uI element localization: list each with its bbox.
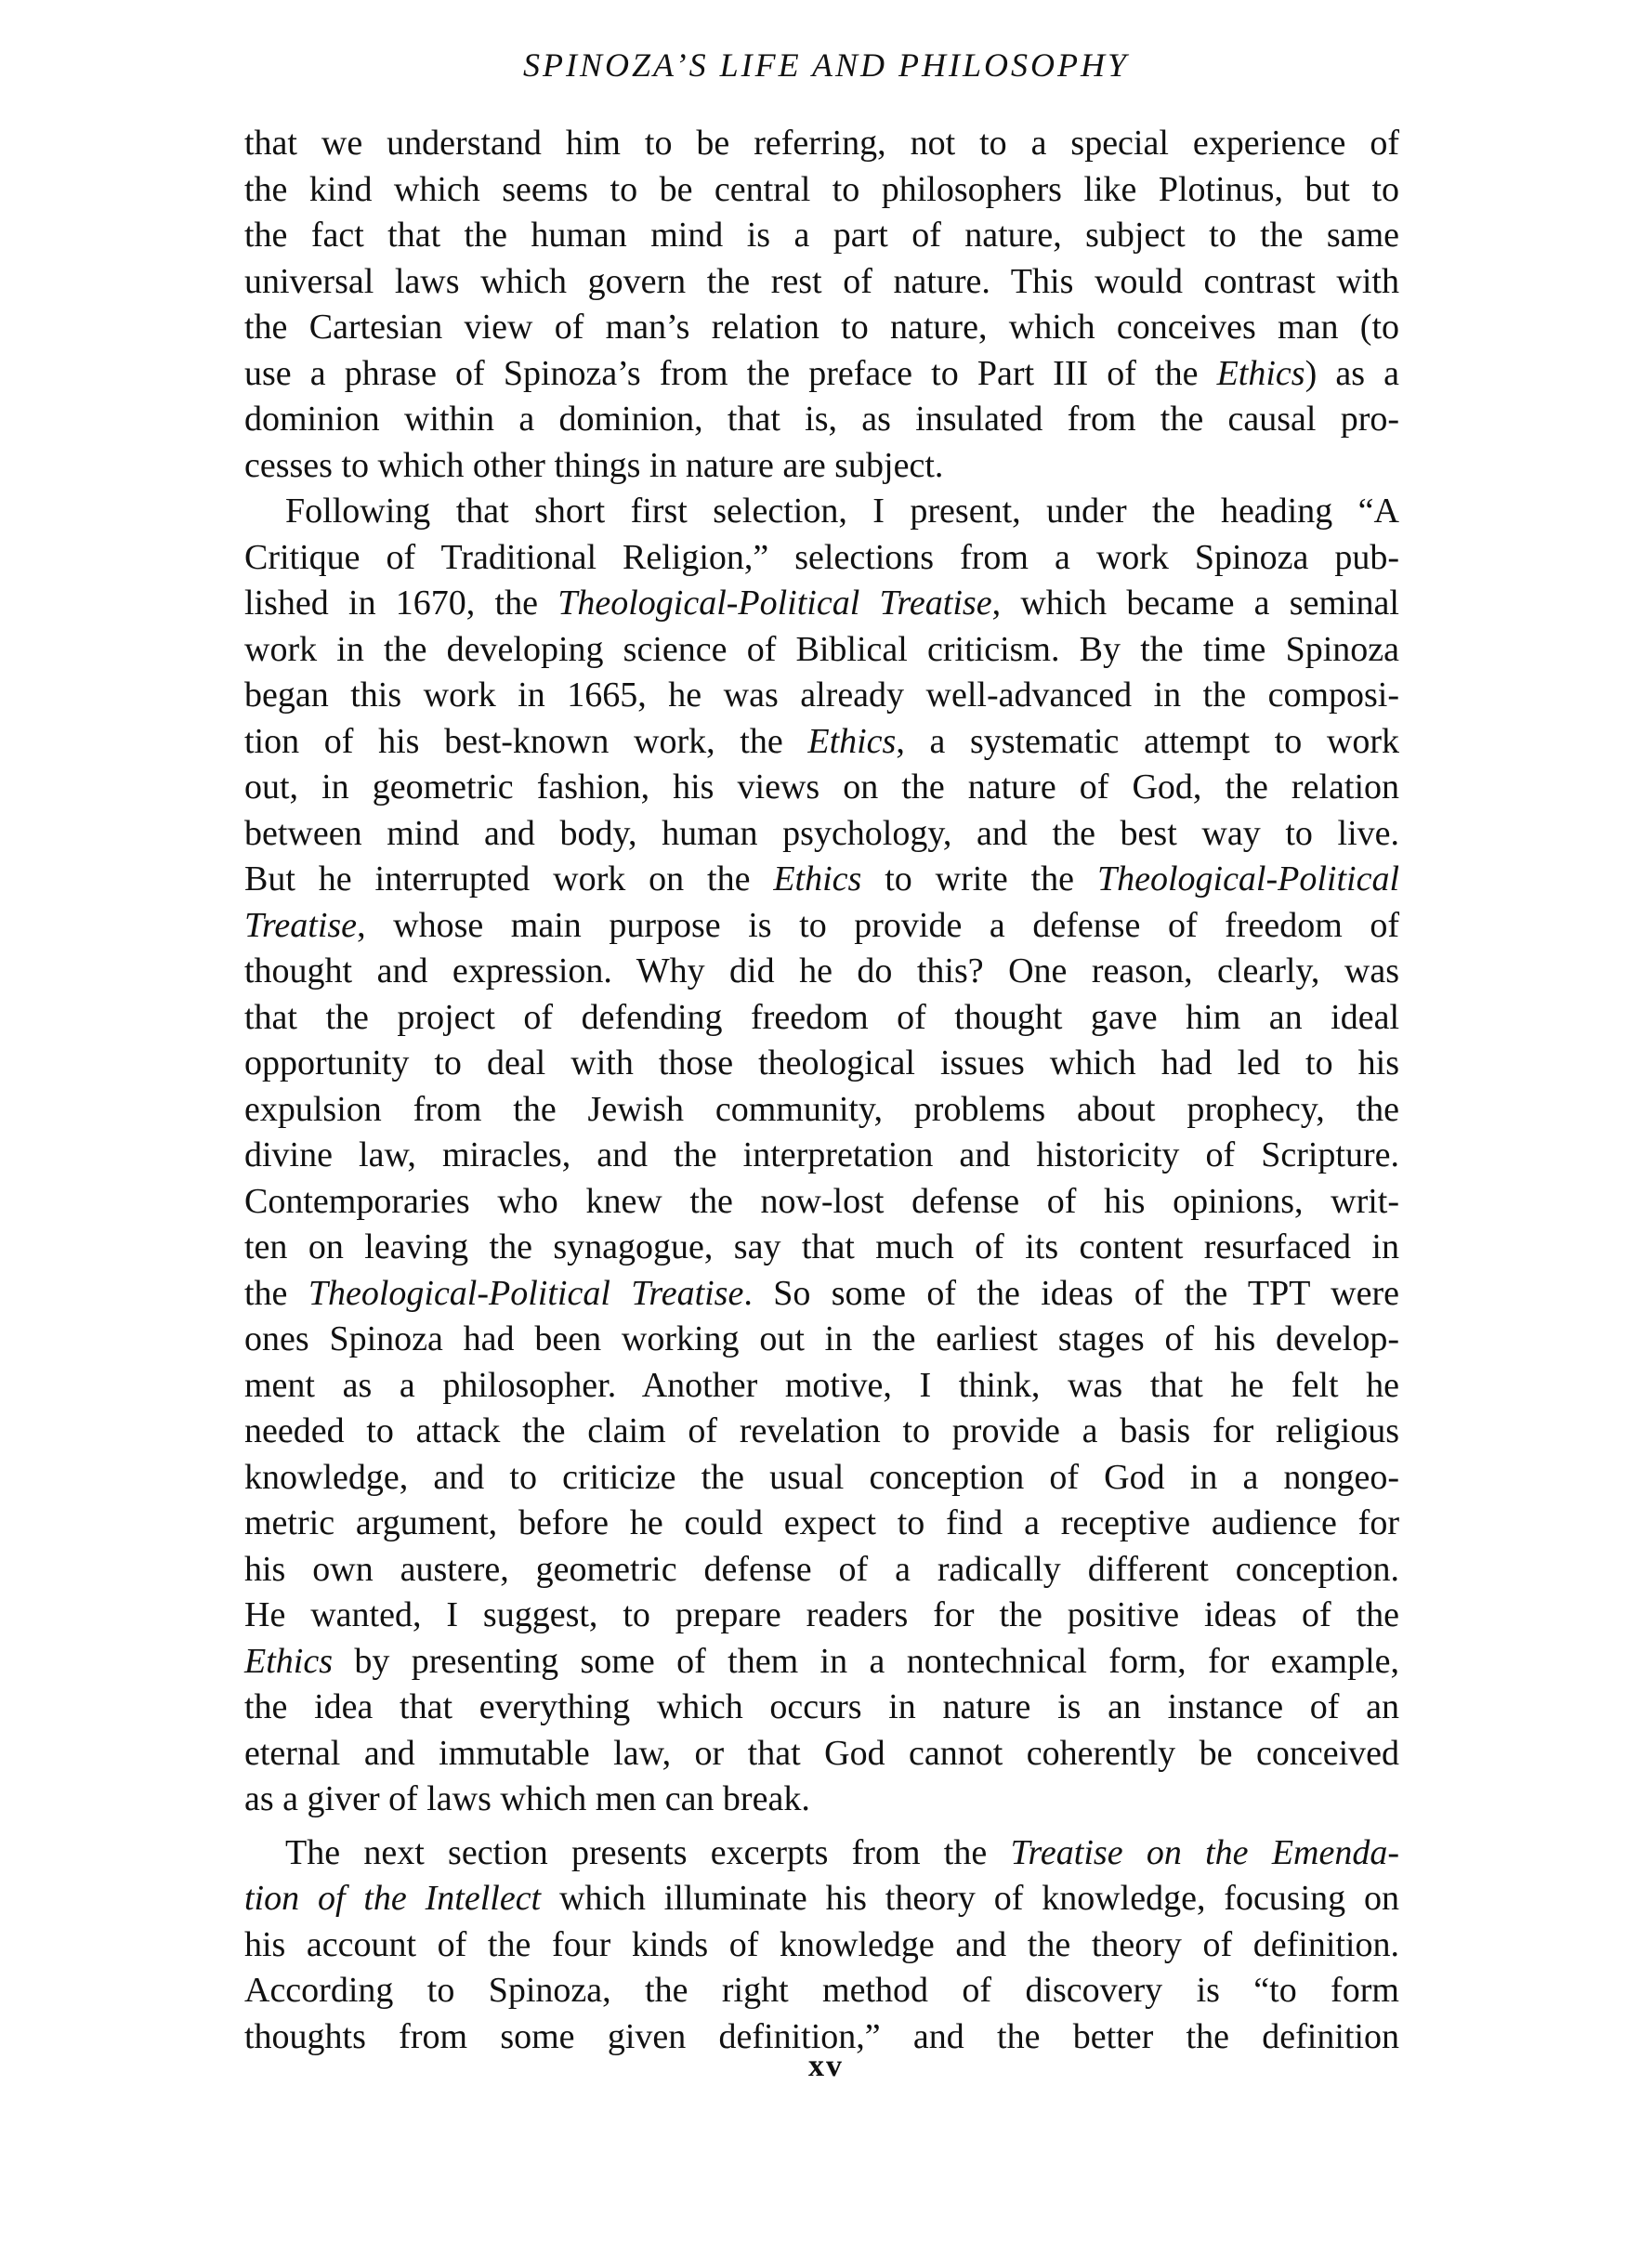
text-line: ones Spinoza had been working out in the earliest stages of his develop- (244, 1319, 1399, 1358)
text-line: metric argument, before he could expect to find a receptive audience for (244, 1503, 1399, 1542)
text-line: But he interrupted work on the Ethics to write the Theological-Political (244, 859, 1400, 899)
text-line: thoughts from some given definition,” and the better the definition (244, 2016, 1399, 2056)
text-line: The next section presents excerpts from the Treatise on the Emenda- (285, 1832, 1400, 1872)
text-line: the Theological-Political Treatise. So some of the ideas of the TPT were (244, 1273, 1399, 1313)
text-line: According to Spinoza, the right method of discovery is “to form (244, 1971, 1399, 2010)
text-line: opportunity to deal with those theological issues which had led to his (244, 1043, 1399, 1082)
text-line: out, in geometric fashion, his views on the nature of God, the relation (244, 767, 1399, 807)
text-line: Treatise, whose main purpose is to provide a defense of freedom of (244, 905, 1399, 945)
body-text (244, 121, 1399, 2060)
text-line: that we understand him to be referring, not to a special experience of (244, 124, 1399, 163)
text-line: dominion within a dominion, that is, as insulated from the causal pro- (244, 400, 1399, 439)
text-line: his account of the four kinds of knowledge and the theory of definition. (244, 1924, 1399, 1964)
text-line: use a phrase of Spinoza’s from the preface to Part III of the Ethics) as a (244, 353, 1399, 393)
text-line: divine law, miracles, and the interpretation and historicity of Scripture. (244, 1135, 1399, 1174)
text-line: work in the developing science of Biblical criticism. By the time Spinoza (244, 629, 1399, 669)
text-line: tion of the Intellect which illuminate his theory of knowledge, focusing on (244, 1879, 1399, 1918)
text-line: eternal and immutable law, or that God cannot coherently be conceived (244, 1733, 1399, 1773)
text-line: He wanted, I suggest, to prepare readers for the positive ideas of the (244, 1595, 1399, 1634)
text-line: cesses to which other things in nature are subject. (244, 445, 944, 485)
text-line: began this work in 1665, he was already well-advanced in the composi- (244, 676, 1399, 715)
text-line: lished in 1670, the Theological-Political Treatise, which became a seminal (244, 584, 1399, 623)
text-line: Contemporaries who knew the now-lost defense of his opinions, writ- (244, 1181, 1399, 1221)
text-line: universal laws which govern the rest of nature. This would contrast with (244, 261, 1399, 301)
text-line: that the project of defending freedom of thought gave him an ideal (244, 997, 1399, 1037)
text-line: as a giver of laws which men can break. (244, 1779, 810, 1818)
text-line: ten on leaving the synagogue, say that much of its content resurfaced in (244, 1227, 1399, 1266)
text-line: the Cartesian view of man’s relation to nature, which conceives man (to (244, 308, 1399, 347)
text-line: expulsion from the Jewish community, problems about prophecy, the (244, 1089, 1399, 1129)
running-head: SPINOZA’S LIFE AND PHILOSOPHY (523, 46, 1129, 84)
text-line: Following that short first selection, I present, under the heading “A (285, 492, 1399, 531)
text-line: ment as a philosopher. Another motive, I think, was that he felt he (244, 1365, 1399, 1405)
text-line: thought and expression. Why did he do this? One reason, clearly, was (244, 951, 1399, 990)
text-line: the fact that the human mind is a part of nature, subject to the same (244, 216, 1399, 255)
text-line: the kind which seems to be central to philosophers like Plotinus, but to (244, 169, 1399, 209)
text-line: his own austere, geometric defense of a radically different conception. (244, 1549, 1399, 1589)
text-line: between mind and body, human psychology, and the best way to live. (244, 813, 1399, 853)
text-line: needed to attack the claim of revelation to provide a basis for religious (244, 1411, 1399, 1450)
page-number: xv (808, 2049, 844, 2083)
text-line: tion of his best-known work, the Ethics, a systematic attempt to work (244, 721, 1399, 761)
text-line: Critique of Traditional Religion,” selections from a work Spinoza pub- (244, 537, 1399, 577)
text-line: the idea that everything which occurs in nature is an instance of an (244, 1687, 1399, 1726)
text-line: Ethics by presenting some of them in a nontechnical form, for example, (244, 1641, 1399, 1681)
text-line: knowledge, and to criticize the usual conception of God in a nongeo- (244, 1457, 1399, 1497)
